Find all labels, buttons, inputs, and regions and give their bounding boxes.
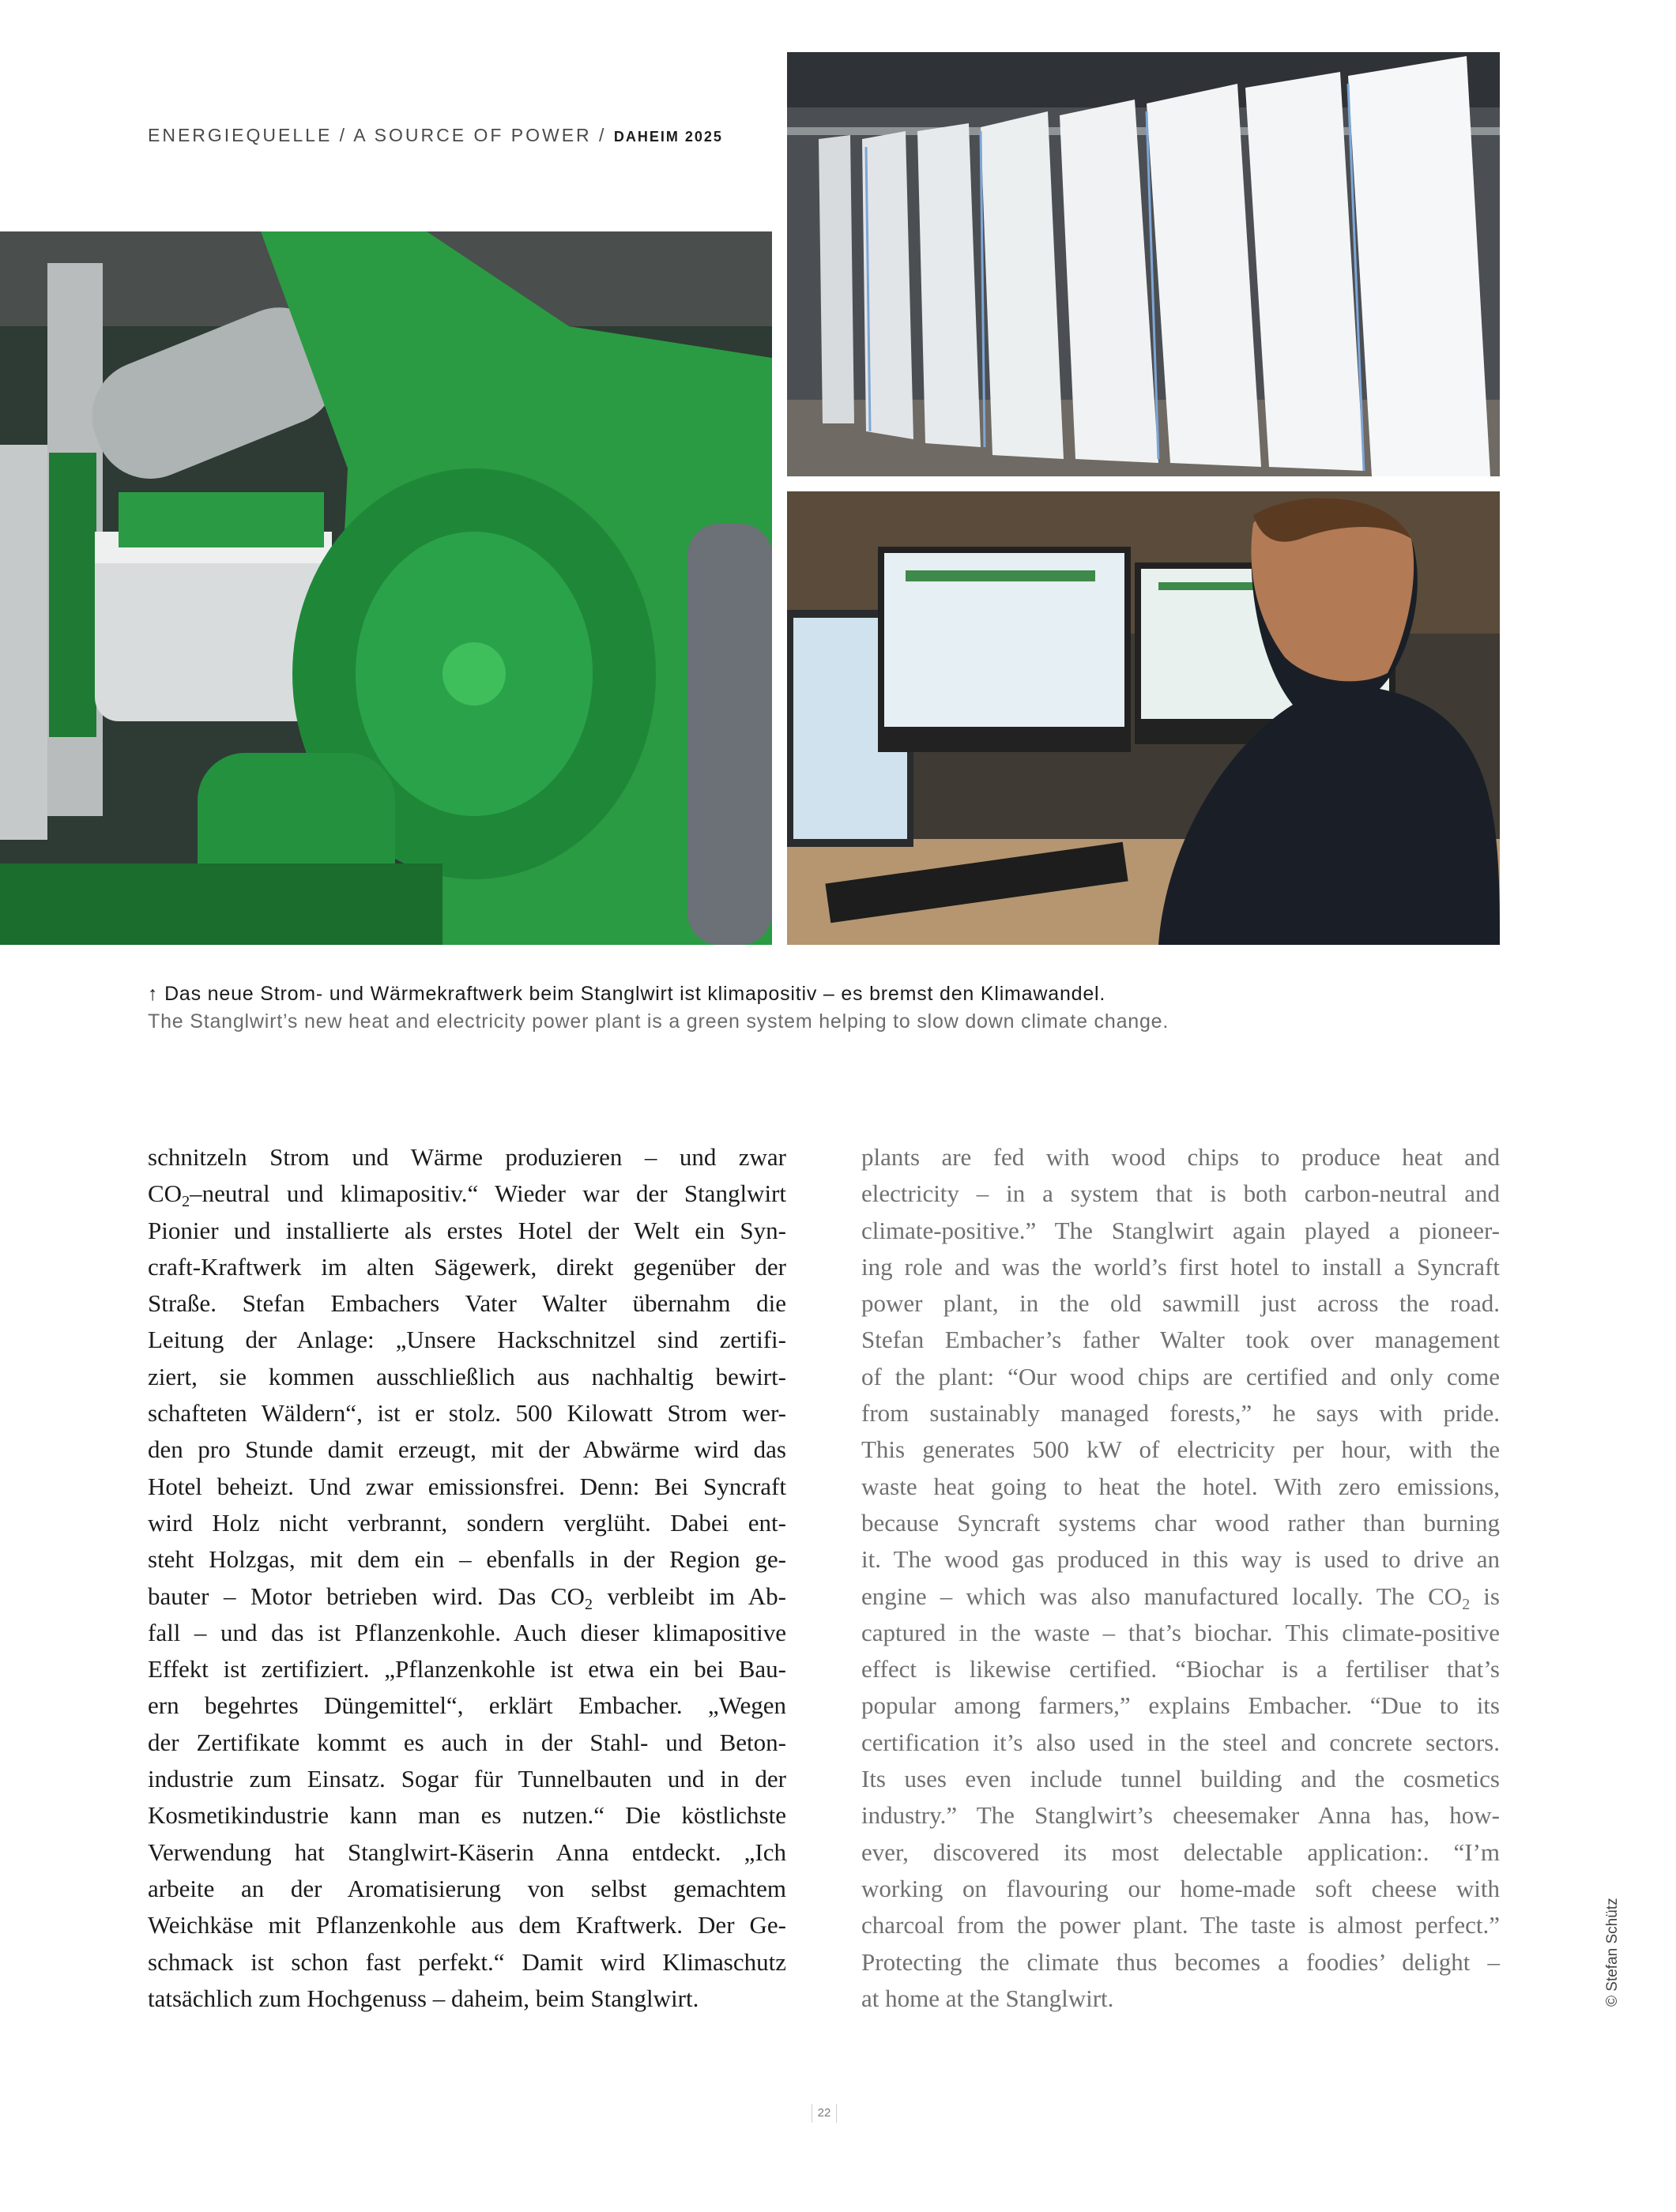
text-line: engine – which was also manufactured locally. The $CO_2$ is — [861, 1582, 1500, 1613]
text-line: Effekt ist zertifiziert. „Pflanzenkohle ist etwa ein bei Bau- — [148, 1655, 786, 1683]
caption-german-text: Das neue Strom- und Wärmekraftwerk beim Stanglwirt ist klimapositiv – es bremst den Klimawandel. — [164, 983, 1106, 1005]
text-line: $CO_2$–neutral und klimapositiv.“ Wieder war der Stanglwirt — [148, 1179, 786, 1211]
text-line: den pro Stunde damit erzeugt, mit der Abwärme wird das — [148, 1435, 786, 1464]
text-line: because Syncraft systems char wood rather than burning — [861, 1508, 1500, 1537]
text-line: of the plant: “Our wood chips are certified and only come — [861, 1362, 1500, 1390]
text-line: industry.” The Stanglwirt’s cheesemaker Anna has, how- — [861, 1801, 1500, 1830]
text-line: schafteten Wäldern“, ist er stolz. 500 Kilowatt Strom wer- — [148, 1399, 786, 1428]
text-line: Verwendung hat Stanglwirt-Käserin Anna entdeckt. „Ich — [148, 1838, 786, 1866]
text-line: Stefan Embacher’s father Walter took over management — [861, 1326, 1500, 1354]
text-line: power plant, in the old sawmill just across the road. — [861, 1289, 1500, 1318]
text-line: industrie zum Einsatz. Sogar für Tunnelbauten und in der — [148, 1765, 786, 1793]
text-line: electricity – in a system that is both carbon-neutral and — [861, 1179, 1500, 1208]
section-header — [148, 125, 723, 146]
text-line: schnitzeln Strom und Wärme produzieren – und zwar — [148, 1143, 786, 1171]
text-line: at home at the Stanglwirt. — [861, 1984, 1114, 2012]
text-line: plants are fed with wood chips to produce heat and — [861, 1143, 1500, 1171]
text-line: charcoal from the power plant. The taste is almost perfect.” — [861, 1911, 1500, 1939]
text-line: arbeite an der Aromatisierung von selbst gemachtem — [148, 1874, 786, 1902]
text-line: Kosmetikindustrie kann man es nutzen.“ Die köstlichste — [148, 1801, 786, 1830]
section-title: ENERGIEQUELLE / A SOURCE OF POWER / — [148, 125, 614, 145]
photo-caption — [148, 980, 1491, 1036]
text-line: effect is likewise certified. “Biochar is a fertiliser that’s — [861, 1655, 1500, 1683]
text-line: Its uses even include tunnel building and the cosmetics — [861, 1765, 1500, 1793]
caption-english: The Stanglwirt’s new heat and electricity power plant is a green system helping to slow down climate change. — [148, 1010, 1169, 1033]
control-room-photo — [787, 491, 1500, 945]
text-line: captured in the waste – that’s biochar. This climate-positive — [861, 1618, 1500, 1646]
text-line: climate-positive.” The Stanglwirt again played a pioneer- — [861, 1216, 1500, 1244]
caption-german — [148, 980, 1491, 1008]
biochar-bags-photo — [787, 52, 1500, 476]
article-column-english — [861, 1139, 1500, 2017]
article-column-german — [148, 1139, 786, 2017]
text-line: bauter – Motor betrieben wird. Das $CO_2$ verbleibt im Ab- — [148, 1582, 786, 1613]
text-line: waste heat going to heat the hotel. With zero emissions, — [861, 1472, 1500, 1500]
engine-photo — [0, 231, 772, 945]
text-line: wird Holz nicht verbrannt, sondern verglüht. Dabei ent- — [148, 1508, 786, 1537]
text-line: steht Holzgas, mit dem ein – ebenfalls in der Region ge- — [148, 1545, 786, 1574]
text-line: craft-Kraftwerk im alten Sägewerk, direkt gegenüber der — [148, 1252, 786, 1281]
text-line: tatsächlich zum Hochgenuss – daheim, beim Stanglwirt. — [148, 1984, 699, 2012]
text-line: popular among farmers,” explains Embacher. “Due to its — [861, 1691, 1500, 1720]
text-line: ing role and was the world’s first hotel to install a Syncraft — [861, 1252, 1500, 1281]
text-line: ever, discovered its most delectable application:. “I’m — [861, 1838, 1500, 1866]
text-line: Straße. Stefan Embachers Vater Walter übernahm die — [148, 1289, 786, 1318]
text-line: der Zertifikate kommt es auch in der Stahl- und Beton- — [148, 1728, 786, 1756]
text-line: Pionier und installierte als erstes Hotel der Welt ein Syn- — [148, 1216, 786, 1244]
photo-credit: © Stefan Schütz — [1604, 1898, 1621, 2007]
issue-label: DAHEIM 2025 — [613, 129, 723, 145]
text-line: ziert, sie kommen ausschließlich aus nachhaltig bewirt- — [148, 1362, 786, 1390]
text-line: Protecting the climate thus becomes a foodies’ delight – — [861, 1947, 1500, 1976]
text-line: ern begehrtes Düngemittel“, erklärt Embacher. „Wegen — [148, 1691, 786, 1720]
text-line: from sustainably managed forests,” he says with pride. — [861, 1399, 1500, 1428]
text-line: This generates 500 kW of electricity per hour, with the — [861, 1435, 1500, 1464]
text-line: schmack ist schon fast perfekt.“ Damit wird Klimaschutz — [148, 1947, 786, 1976]
text-line: Leitung der Anlage: „Unsere Hackschnitzel sind zertifi- — [148, 1326, 786, 1354]
text-line: fall – und das ist Pflanzenkohle. Auch dieser klimapositive — [148, 1618, 786, 1646]
text-line: Weichkäse mit Pflanzenkohle aus dem Kraftwerk. Der Ge- — [148, 1911, 786, 1939]
caption-arrow-icon: ↑ — [148, 983, 159, 1005]
text-line: certification it’s also used in the steel and concrete sectors. — [861, 1728, 1500, 1756]
text-line: Hotel beheizt. Und zwar emissionsfrei. Denn: Bei Syncraft — [148, 1472, 786, 1500]
page-number: 22 — [812, 2104, 837, 2123]
text-line: it. The wood gas produced in this way is used to drive an — [861, 1545, 1500, 1574]
text-line: working on flavouring our home-made soft cheese with — [861, 1874, 1500, 1902]
